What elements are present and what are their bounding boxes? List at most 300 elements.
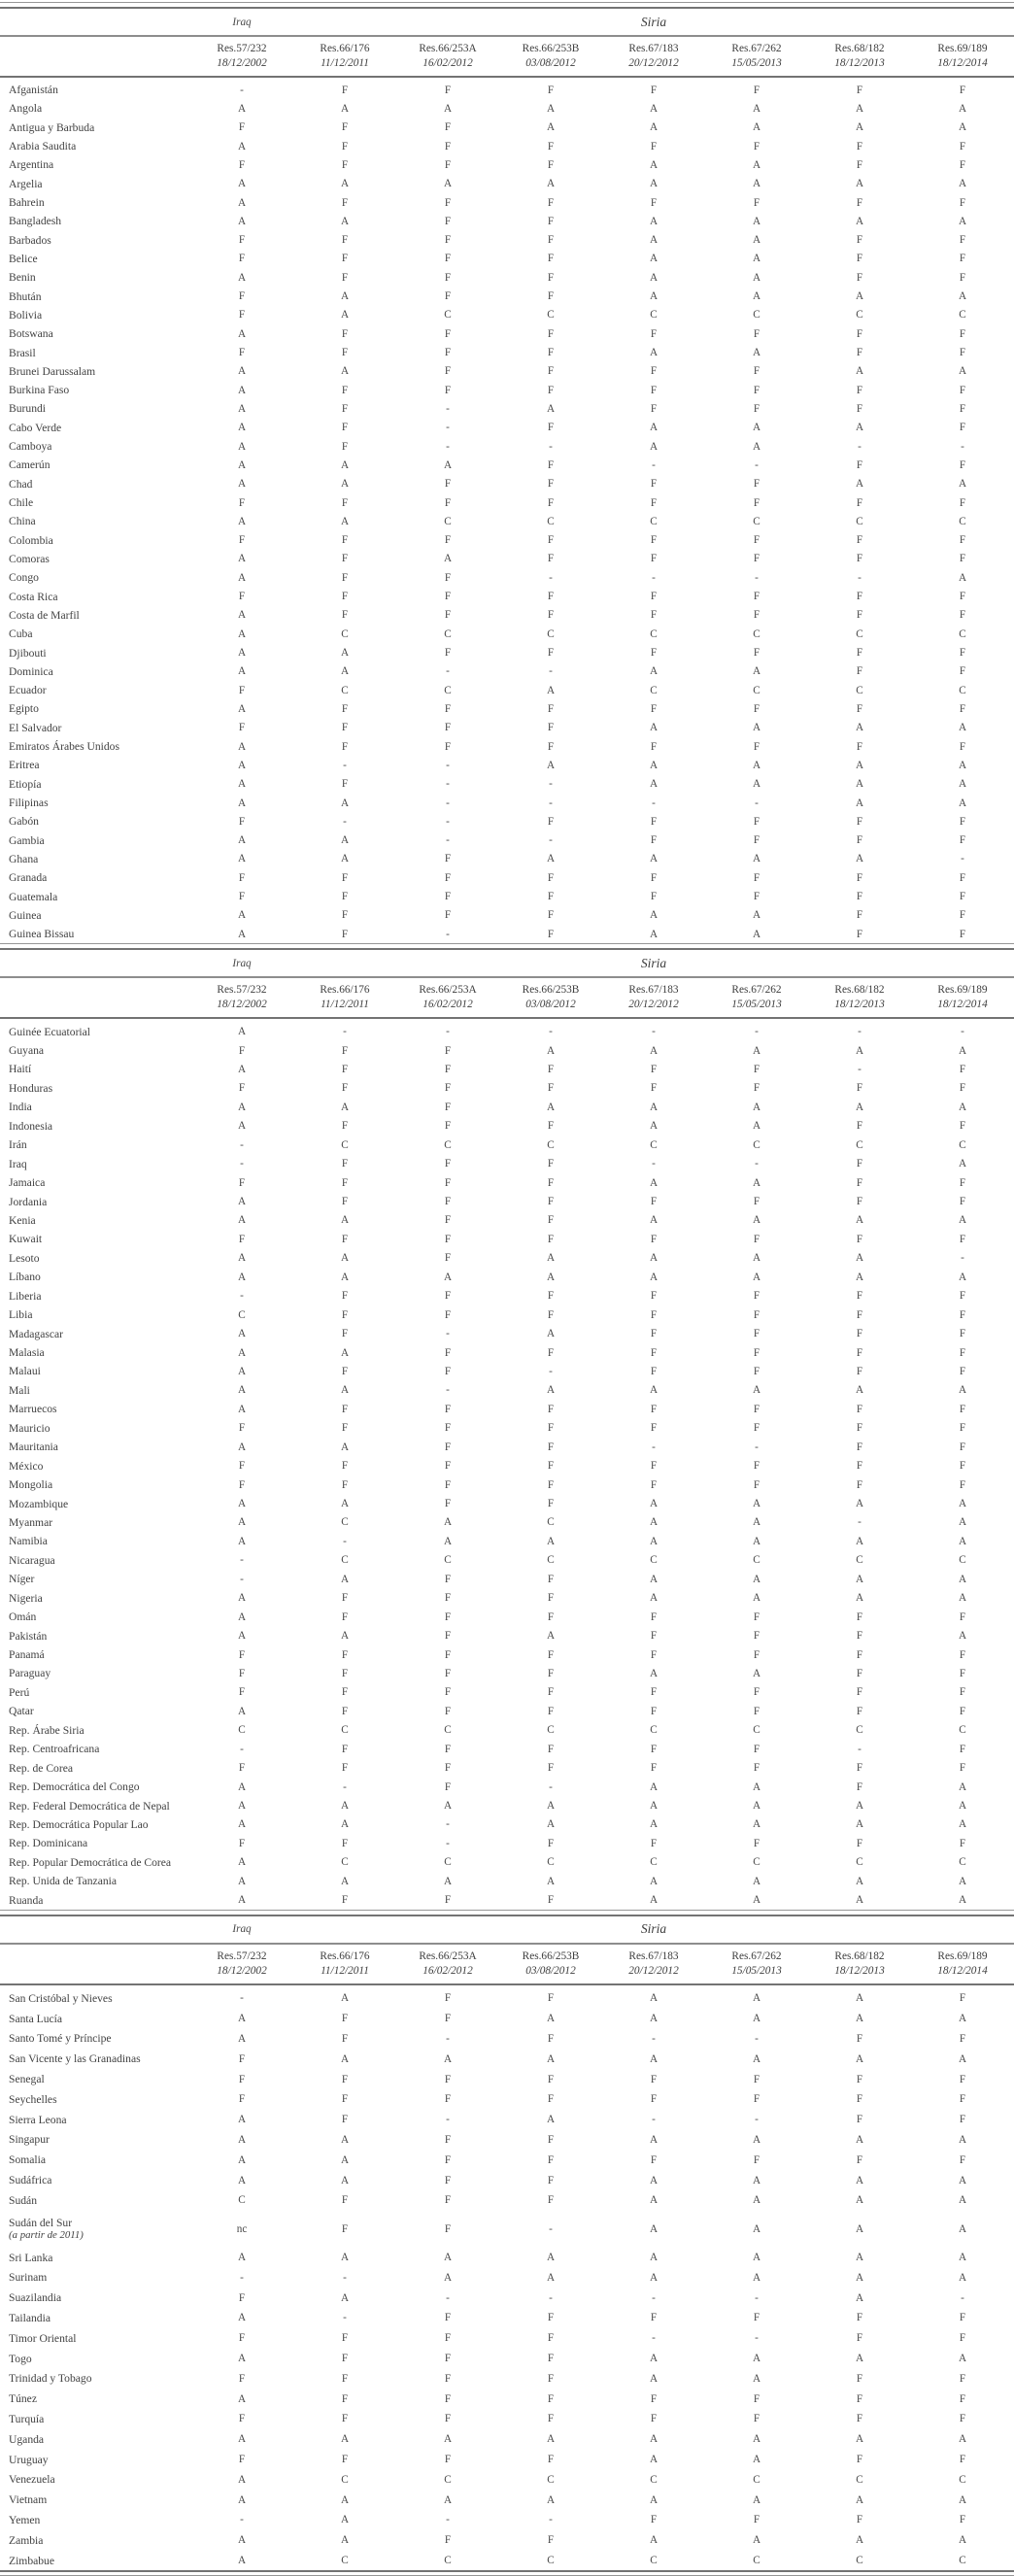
vote-cell: A [752,2493,761,2506]
vote-cell: A [443,1516,453,1529]
vote-cell: A [752,422,761,434]
vote-cell: F [753,871,760,884]
vote-cell: A [237,140,247,153]
vote-cell: F [856,1290,863,1303]
vote-cell: F [444,2222,452,2235]
vote-cell: A [237,702,247,715]
vote-cell: - [652,571,656,584]
vote-cell: A [752,158,761,171]
vote-cell: F [856,647,863,660]
vote-cell: F [341,1686,349,1699]
vote-cell: F [959,2413,966,2425]
group-header-row [0,950,1014,976]
vote-cell: C [959,515,966,527]
vote-cell: F [856,2312,863,2324]
vote-cell: F [547,1346,555,1359]
vote-cell: A [649,759,659,771]
country-label [0,402,190,415]
vote-cell: A [546,1875,556,1887]
vote-cell: A [649,1120,659,1133]
country-label [0,2454,190,2466]
vote-cell: F [959,1762,966,1775]
country-name: Guinea [9,908,42,922]
country-label [0,347,190,359]
vote-cell: F [959,591,966,603]
vote-cell: C [650,2555,658,2567]
vote-cell: F [959,928,966,940]
vote-cell: F [753,2413,760,2425]
resolution-number: Res.69/189 [937,984,988,997]
vote-cell: - [343,1026,347,1038]
vote-cell: A [855,1875,864,1887]
vote-cell: A [237,365,247,378]
vote-cell: F [547,271,555,284]
vote-cell: F [959,534,966,547]
country-name: China [9,515,36,528]
vote-cell: C [341,1856,349,1869]
vote-cell: A [855,102,864,115]
country-name: México [9,1459,44,1473]
vote-cell: - [858,440,862,453]
vote-cell: - [652,458,656,471]
country-label [0,2473,190,2486]
vote-cell: C [959,627,966,640]
vote-cell: A [340,1101,350,1113]
country-name: Burundi [9,402,47,416]
vote-cell: A [237,2133,247,2146]
vote-cell: F [341,1762,349,1775]
country-name: Indonesia [9,1119,53,1133]
vote-cell: F [753,2093,760,2106]
vote-cell: A [958,2052,967,2065]
vote-cell: - [446,402,450,415]
country-label [0,834,190,847]
vote-cell: F [959,815,966,828]
vote-cell: A [649,1818,659,1831]
vote-cell: A [546,853,556,865]
vote-cell: F [650,84,658,96]
vote-cell: A [649,1800,659,1813]
vote-cell: F [547,1743,555,1755]
vote-cell: A [958,1158,967,1170]
vote-cell: A [855,722,864,734]
country-label [0,1648,190,1661]
country-name: Túnez [9,2392,37,2406]
vote-cell: A [237,627,247,640]
vote-cell: A [649,1992,659,2005]
vote-cell: F [856,591,863,603]
vote-cell: A [958,1592,967,1605]
group-header-row [0,9,1014,35]
vote-cell: A [855,2353,864,2365]
table-row [0,2150,1014,2170]
country-label [0,2413,190,2425]
vote-cell: A [443,1271,453,1283]
country-name: Rep. Popular Democrática de Corea [9,1855,172,1869]
country-name: Emiratos Árabes Unidos [9,740,119,754]
vote-cell: F [547,290,555,303]
vote-cell: A [649,2433,659,2446]
vote-cell: A [752,271,761,284]
vote-cell: F [341,702,349,715]
resolution-date: 18/12/2002 [217,1964,267,1977]
vote-cell: A [237,797,247,809]
country-name: Argelia [9,177,43,190]
vote-cell: F [341,2392,349,2405]
vote-cell: F [341,1063,349,1075]
vote-cell: C [959,2473,966,2486]
table-row [0,925,1014,943]
table-row [0,1287,1014,1305]
vote-cell: F [959,665,966,678]
vote-cell: F [444,1686,452,1699]
country-name: Arabia Saudita [9,140,77,153]
vote-cell: A [649,2271,659,2284]
vote-cell: F [650,1705,658,1717]
vote-cell: F [753,1460,760,1473]
vote-cell: A [855,1592,864,1605]
country-name: Cuba [9,627,33,641]
vote-cell: A [752,2433,761,2446]
vote-cell: A [752,234,761,247]
country-name: Surinam [9,2271,48,2285]
vote-cell: - [240,1743,244,1755]
vote-cell: F [238,1478,246,1491]
vote-cell: A [752,778,761,791]
vote-cell: A [237,1026,247,1038]
vote-cell: F [341,1648,349,1661]
vote-cell: F [959,1460,966,1473]
vote-cell: F [650,534,658,547]
vote-cell: F [650,891,658,903]
table-row [0,1192,1014,1210]
country-label [0,102,190,115]
table-row [0,587,1014,605]
vote-cell: F [444,1630,452,1643]
vote-cell: F [341,1422,349,1435]
table-row [0,1815,1014,1834]
resolution-date: 20/12/2012 [628,1964,679,1977]
resolution-number: Res.66/253A [419,984,477,997]
vote-cell: F [650,834,658,847]
country-label [0,1554,190,1567]
vote-cell: A [752,1592,761,1605]
country-name: Singapur [9,2133,50,2147]
country-label [0,440,190,453]
table-row [0,155,1014,174]
resolution-column-header [602,42,705,70]
vote-cell: F [547,1667,555,1679]
vote-cell: F [856,1667,863,1679]
table-row [0,2389,1014,2409]
vote-cell: A [340,647,350,660]
country-name: Mozambique [9,1497,69,1510]
table-row [0,1740,1014,1758]
country-label [0,422,190,434]
vote-cell: A [855,422,864,434]
vote-cell: F [650,402,658,415]
vote-cell: - [446,759,450,771]
vote-cell: F [444,1176,452,1189]
country-name: Camboya [9,440,52,454]
vote-cell: F [856,1328,863,1340]
vote-cell: A [649,2534,659,2547]
vote-cell: A [546,1384,556,1397]
vote-cell: F [856,1441,863,1453]
table-row [0,906,1014,925]
country-name: Benin [9,271,36,285]
country-name: Brasil [9,346,36,359]
vote-cell: A [340,1498,350,1510]
vote-cell: F [238,309,246,322]
country-name: Pakistán [9,1629,48,1643]
country-name: Costa de Marfil [9,608,80,622]
vote-cell: F [856,2032,863,2045]
vote-cell: C [753,1856,760,1869]
resolution-column-header [705,1949,808,1978]
table-row [0,2530,1014,2551]
country-label [0,891,190,903]
vote-cell: F [959,1743,966,1755]
vote-cell: F [444,1214,452,1227]
vote-cell: F [753,402,760,415]
vote-cell: A [958,2222,967,2235]
vote-cell: F [856,1780,863,1793]
vote-cell: F [753,1346,760,1359]
section-top-rule [0,1910,1014,1916]
vote-cell: F [753,1837,760,1849]
vote-cell: A [958,1271,967,1283]
country-name: Mali [9,1383,30,1397]
resolution-number: Res.69/189 [937,43,988,54]
country-label [0,2174,190,2186]
country-name: Vietnam [9,2493,48,2507]
vote-cell: - [961,440,964,453]
country-label [0,1233,190,1245]
vote-cell: F [547,591,555,603]
vote-cell: A [443,458,453,471]
vote-cell: F [341,1120,349,1133]
vote-cell: F [444,1705,452,1717]
country-name: Santo Tomé y Príncipe [9,2032,112,2046]
vote-cell: - [755,458,759,471]
table-row [0,719,1014,737]
vote-cell: F [341,1328,349,1340]
vote-cell: A [340,2133,350,2146]
country-name: Paraguay [9,1667,51,1680]
vote-cell: F [341,1403,349,1415]
vote-cell: A [649,2493,659,2506]
vote-cell: A [340,365,350,378]
vote-cell: - [652,2291,656,2304]
vote-cell: C [856,1856,863,1869]
vote-cell: F [444,1667,452,1679]
vote-cell: F [959,2514,966,2526]
vote-cell: F [959,1441,966,1453]
vote-cell: F [753,84,760,96]
vote-cell: A [340,1630,350,1643]
country-name: Dominica [9,664,53,678]
vote-cell: A [855,1271,864,1283]
vote-cell: - [858,1063,862,1075]
vote-cell: F [547,478,555,491]
vote-cell: C [650,684,658,696]
country-label [0,2133,190,2146]
vote-cell: A [340,215,350,227]
vote-cell: F [856,234,863,247]
vote-cell: A [855,2013,864,2025]
vote-cell: - [755,571,759,584]
vote-cell: A [752,1516,761,1529]
country-label [0,2194,190,2207]
vote-cell: F [547,1610,555,1623]
vote-cell: F [959,1478,966,1491]
vote-cell: C [856,1724,863,1737]
vote-cell: A [649,778,659,791]
vote-cell: A [958,1875,967,1887]
vote-cell: F [753,2514,760,2526]
vote-cell: F [650,1346,658,1359]
vote-cell: F [547,1460,555,1473]
vote-cell: A [958,759,967,771]
vote-cell: F [444,1308,452,1321]
vote-cell: A [958,1818,967,1831]
vote-cell: - [446,2114,450,2126]
table-row [0,1475,1014,1494]
country-label [0,2353,190,2365]
country-label [0,853,190,865]
vote-cell: A [443,178,453,190]
vote-cell: A [340,834,350,847]
resolution-number: Res.66/176 [320,1949,370,1962]
vote-cell: F [238,1044,246,1057]
country-label [0,740,190,753]
vote-cell: C [341,1516,349,1529]
vote-cell: A [855,1992,864,2005]
resolution-date: 18/12/2014 [937,57,988,69]
vote-cell: C [856,309,863,322]
vote-cell: A [649,234,659,247]
country-label [0,2093,190,2106]
vote-cell: F [959,1082,966,1095]
vote-cell: F [547,609,555,622]
vote-cell: A [855,853,864,865]
table-row [0,2469,1014,2490]
vote-cell: A [649,2194,659,2207]
vote-cell: F [856,1610,863,1623]
vote-cell: F [650,2312,658,2324]
vote-cell: F [856,1176,863,1189]
vote-cell: A [237,2013,247,2025]
vote-cell: F [753,1422,760,1435]
vote-cell: F [959,1290,966,1303]
vote-cell: F [753,1705,760,1717]
table-rows [0,1988,1014,2571]
vote-cell: A [237,1346,247,1359]
country-name: Níger [9,1573,35,1586]
vote-cell: C [238,1308,246,1321]
vote-cell: F [444,722,452,734]
resolution-column-header [499,983,602,1011]
vote-cell: F [856,402,863,415]
vote-cell: A [649,2174,659,2186]
country-name: Zambia [9,2533,44,2547]
vote-cell: F [856,740,863,753]
vote-cell: F [959,1610,966,1623]
vote-cell: A [237,553,247,565]
vote-cell: A [443,1800,453,1813]
vote-cell: C [959,309,966,322]
country-name: Líbano [9,1271,41,1284]
table-row [0,1645,1014,1664]
resolution-date: 16/02/2012 [422,1964,473,1977]
country-label [0,2372,190,2385]
vote-cell: A [855,1044,864,1057]
vote-cell: A [855,2493,864,2506]
resolution-date: 20/12/2012 [628,999,679,1011]
table-row [0,2029,1014,2050]
vote-cell: A [237,2534,247,2547]
vote-cell: F [547,2534,555,2547]
vote-cell: A [958,1044,967,1057]
vote-cell: F [547,722,555,734]
vote-cell: F [753,365,760,378]
vote-cell: A [649,347,659,359]
country-label [0,1346,190,1359]
table-row [0,2130,1014,2151]
vote-cell: A [237,215,247,227]
table-row [0,2009,1014,2029]
vote-cell: F [341,1044,349,1057]
vote-cell: A [649,1667,659,1679]
vote-cell: F [444,1120,452,1133]
country-label [0,2217,190,2241]
vote-cell: - [240,84,244,96]
vote-cell: F [856,834,863,847]
vote-cell: - [549,2222,553,2235]
vote-cell: A [649,2454,659,2466]
vote-cell: - [549,834,553,847]
vote-cell: F [650,1648,658,1661]
vote-cell: F [753,702,760,715]
vote-cell: A [237,1780,247,1793]
country-label [0,1176,190,1189]
country-label [0,1138,190,1151]
vote-cell: A [340,1818,350,1831]
country-label [0,1686,190,1699]
country-label [0,2271,190,2284]
vote-cell: F [238,1176,246,1189]
vote-cell: - [961,853,964,865]
vote-cell: F [959,422,966,434]
table-row [0,1135,1014,1154]
vote-cell: A [958,571,967,584]
country-label [0,759,190,771]
table-row [0,1305,1014,1324]
country-name: Antigua y Barbuda [9,120,95,134]
vote-cell: F [341,196,349,209]
vote-cell: - [446,2291,450,2304]
vote-cell: F [444,2392,452,2405]
vote-cell: A [237,1196,247,1208]
country-name: Jordania [9,1195,48,1208]
vote-cell: - [240,2271,244,2284]
vote-cell: C [444,1724,452,1737]
country-name: Malaui [9,1365,41,1378]
country-name: Timor Oriental [9,2331,77,2345]
vote-cell: F [547,253,555,265]
vote-cell: A [237,2312,247,2324]
